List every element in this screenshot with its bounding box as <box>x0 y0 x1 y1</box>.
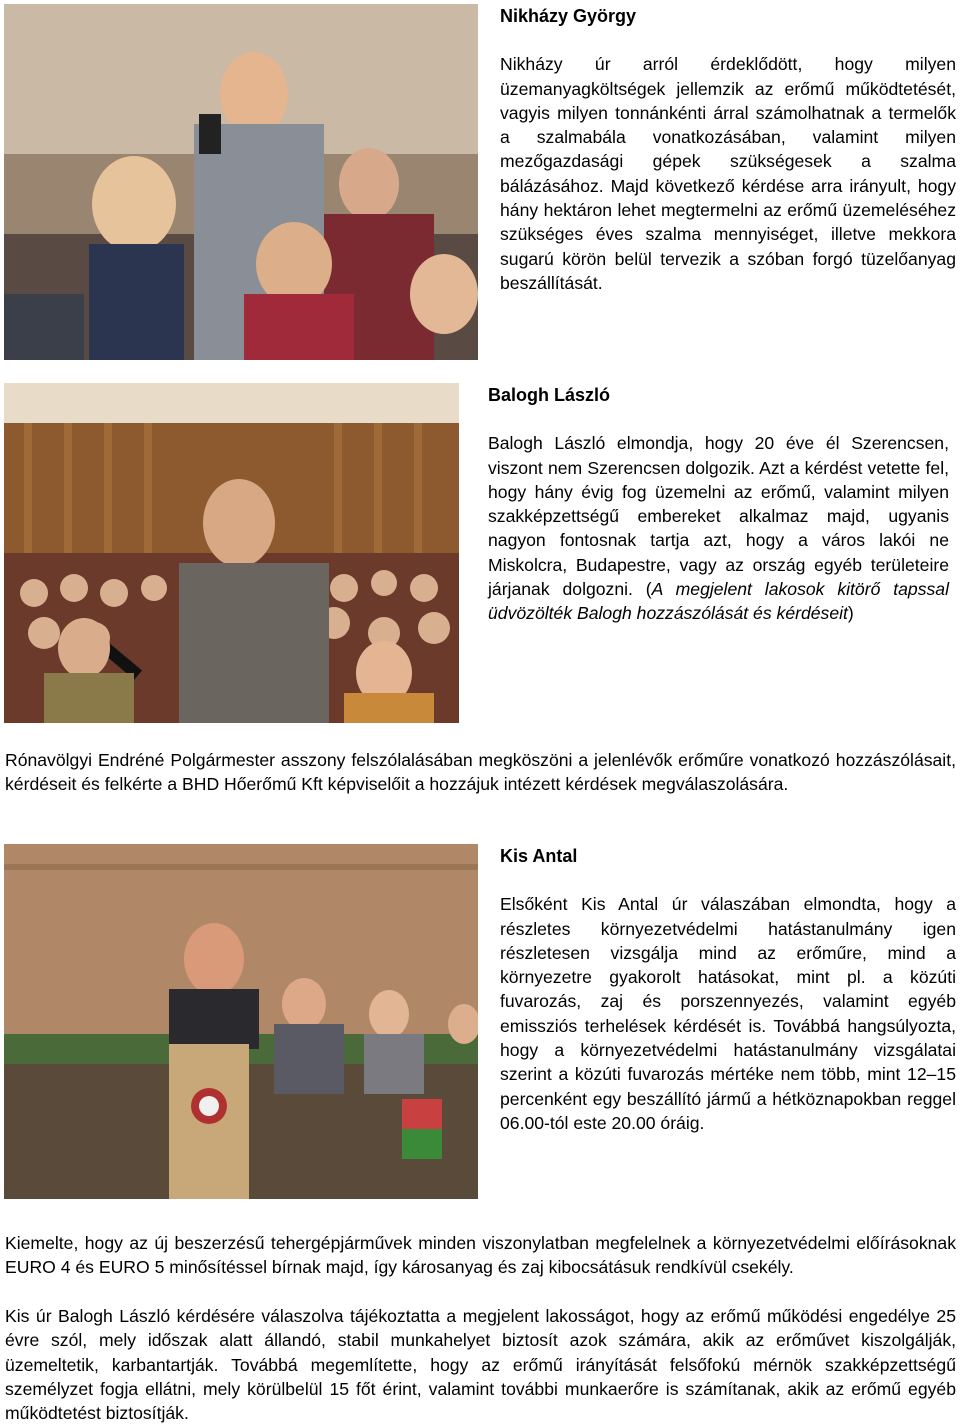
speaker-heading-kis-antal: Kis Antal <box>500 846 578 866</box>
photo-kis-antal <box>4 844 478 1199</box>
section-kis-antal <box>500 844 956 1135</box>
speaker-text-balogh <box>488 431 949 625</box>
speaker-text-balogh-tail: ) <box>847 603 854 624</box>
photo-nikhazy <box>4 4 478 360</box>
speaker-text-kis-antal: Elsőként Kis Antal úr válaszában elmondta, hogy a részletes környezetvédelmi hatástanulmány igen részletesen vizsgálja mind az erőműre, mind a környezetre gyakorolt hatásokat, mint pl. a közúti fuvarozás, zaj és porszennyezés, valamint egyéb emissziós terhelések kérdését is. Továbbá hangsúlyozta, hogy a környezetvédelmi hatástanulmány vizsgálatai szerint a közúti fuvarozás mértéke nem több, mint 12–15 percenként egy beszállító jármű a hétköznapokban reggel 06.00-tól este 20.00 óráig. <box>500 894 956 1133</box>
paragraph-euro: Kiemelte, hogy az új beszerzésű tehergépjárművek minden viszonylatban megfelelnek a környezetvédelmi előírásoknak EURO 4 és EURO 5 minősítéssel bírnak majd, így károsanyag és zaj kibocsátásuk rendkívül csekély. <box>5 1233 956 1278</box>
photo-balogh <box>4 383 459 723</box>
speaker-text-balogh-main: Balogh László elmondja, hogy 20 éve él Szerencsen, viszont nem Szerencsen dolgozik. Azt a kérdést vetette fel, hogy hány évig fog üzemelni az erőmű, valamint milyen szakképzettségű embereket alkalmaz majd, ugyanis nagyon fontosnak tartja azt, hogy a város lakói ne Miskolcra, Budapestre, vagy az ország egyéb területeire járjanak dolgozni. ( <box>488 433 949 600</box>
speaker-text-nikhazy: Nikházy úr arról érdeklődött, hogy milyen üzemanyagköltségek jellemzik az erőmű működtetését, vagyis milyen tonnánkénti árral számolhatnak a termelők a szalmabála vonatkozásában, valamint milyen mezőgazdasági gépek szükségesek a szalma bálázásához. Majd következő kérdése arra irányult, hogy hány hektáron lehet megtermelni az erőmű üzemeléséhez szükséges éves szalma mennyiséget, illetve mekkora sugarú körön belül tervezik a szóban forgó tüzelőanyag beszállítását. <box>500 54 956 293</box>
paragraph-mayor: Rónavölgyi Endréné Polgármester asszony felszólalásában megköszöni a jelenlévők erőműre vonatkozó hozzászólásait, kérdéseit és felkérte a BHD Hőerőmű Kft képviselőit a hozzájuk intézett kérdések megválaszolására. <box>5 750 956 795</box>
section-nikhazy <box>500 4 956 295</box>
paragraph-license: Kis úr Balogh László kérdésére válaszolva tájékoztatta a megjelent lakosságot, hogy az erőmű működési engedélye 25 évre szól, mely időszak alatt állandó, stabil munkahelyet biztosít azok számára, akik az erőművet kiszolgálják, üzemeltetik, karbantartják. Továbbá megemlítette, hogy az erőmű irányítását felsőfokú mérnök szakképzettségű személyzet fogja ellátni, mely körülbelül 15 főt érint, valamint további munkaerőre is számítanak, akik az erőmű egyéb működtetést biztosítják. <box>5 1306 956 1424</box>
section-balogh <box>488 383 949 626</box>
speaker-heading-balogh: Balogh László <box>488 385 611 405</box>
speaker-text-balogh-italic: A megjelent lakosok kitörő tapssal üdvözölték Balogh hozzászólását és kérdéseit <box>488 579 949 624</box>
speaker-heading-nikhazy: Nikházy György <box>500 6 637 26</box>
